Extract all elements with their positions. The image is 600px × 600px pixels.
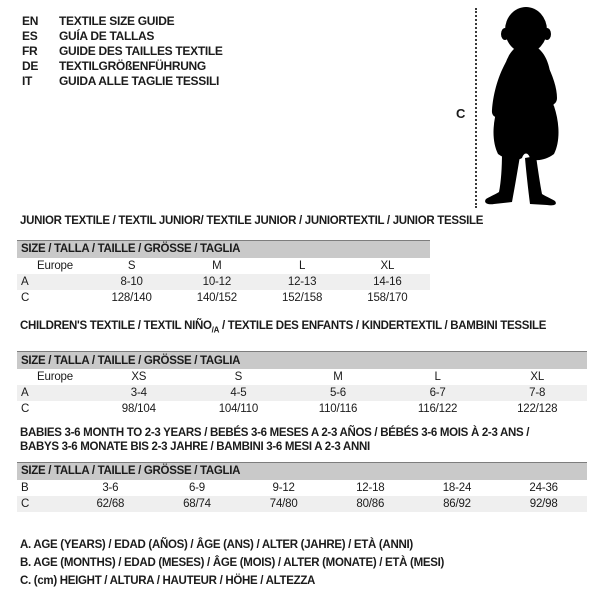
lang-title: TEXTILGRÖßENFÜHRUNG	[59, 58, 206, 73]
cell: 80/86	[356, 497, 385, 510]
table-row	[17, 274, 430, 290]
lang-row-es	[22, 28, 223, 43]
cell: 9-12	[272, 481, 295, 494]
table-row	[17, 401, 587, 417]
cell: 98/104	[121, 402, 156, 415]
lang-row-it	[22, 73, 223, 88]
lang-row-de	[22, 58, 223, 73]
col-header: S	[127, 259, 136, 272]
cell: 3-4	[130, 386, 147, 399]
cell: 92/98	[529, 497, 558, 510]
junior-table-title: JUNIOR TEXTILE / TEXTIL JUNIOR/ TEXTILE JUNIOR / JUNIORTEXTIL / JUNIOR TESSILE	[20, 215, 484, 227]
cell: 6-9	[188, 481, 205, 494]
col-header: M	[212, 259, 222, 272]
childrens-table-title	[20, 319, 587, 337]
size-header-row	[17, 241, 430, 258]
cell: 68/74	[183, 497, 211, 510]
row-label: B	[21, 481, 29, 494]
lang-code: FR	[22, 43, 38, 58]
junior-textile-section	[17, 214, 484, 306]
col-header: XS	[131, 370, 147, 383]
table-row	[17, 385, 587, 401]
size-header-label: SIZE / TALLA / TAILLE / GRÖSSE / TAGLIA	[17, 352, 587, 369]
cell: 8-10	[120, 275, 143, 288]
row-label: C	[21, 291, 30, 304]
lang-title: GUÍA DE TALLAS	[59, 28, 155, 43]
cell: 18-24	[442, 481, 472, 494]
cell: 5-6	[329, 386, 346, 399]
babies-textile-section	[17, 426, 587, 512]
size-header-label: SIZE / TALLA / TAILLE / GRÖSSE / TAGLIA	[17, 241, 430, 258]
col-header: L	[434, 370, 441, 383]
lang-row-en	[22, 13, 223, 28]
cell: 62/68	[96, 497, 125, 510]
col-header: XL	[380, 259, 395, 272]
column-header-row	[17, 369, 587, 385]
cell: 140/152	[196, 291, 237, 304]
table-row	[17, 290, 430, 306]
lang-code: ES	[22, 28, 38, 43]
babies-table-title-line2: BABYS 3-6 MONATE BIS 2-3 JAHRE / BAMBINI 3-6 MESI A 2-3 ANNI	[20, 441, 370, 453]
babies-table-title-line1: BABIES 3-6 MONTH TO 2-3 YEARS / BEBÉS 3-6 MESES A 2-3 AÑOS / BÉBÉS 3-6 MOIS À 2-3 ANS /	[20, 427, 530, 439]
childrens-size-table	[17, 351, 587, 417]
cell: 4-5	[230, 386, 247, 399]
lang-code: IT	[22, 73, 33, 88]
col-header: XL	[530, 370, 545, 383]
row-label: C	[21, 497, 30, 510]
row-label: A	[21, 386, 29, 399]
cell: 128/140	[111, 291, 152, 304]
lang-title: TEXTILE SIZE GUIDE	[59, 13, 175, 28]
footnote-c: C. (cm) HEIGHT / ALTURA / HAUTEUR / HÖHE / ALTEZZA	[20, 575, 316, 587]
title-subscript: /A	[211, 325, 220, 335]
col-header: S	[234, 370, 243, 383]
cell: 74/80	[269, 497, 298, 510]
height-measure-label: C	[456, 106, 466, 121]
childrens-textile-section	[17, 319, 587, 417]
language-title-block	[22, 13, 223, 88]
lang-row-fr	[22, 43, 223, 58]
cell: 7-8	[529, 386, 546, 399]
title-part: CHILDREN'S TEXTILE / TEXTIL NIÑO	[20, 320, 212, 332]
cell: 3-6	[102, 481, 119, 494]
cell: 158/170	[367, 291, 408, 304]
title-part: / TEXTILE DES ENFANTS / KINDERTEXTIL / BAMBINI TESSILE	[219, 320, 547, 332]
junior-size-table	[17, 240, 430, 306]
cell: 12-13	[287, 275, 317, 288]
cell: 122/128	[517, 402, 558, 415]
size-header-row	[17, 463, 587, 480]
col-header: M	[333, 370, 343, 383]
height-measure-line	[475, 8, 477, 208]
lang-code: DE	[22, 58, 39, 73]
table-row	[17, 480, 587, 496]
cell: 12-18	[356, 481, 385, 494]
cell: 24-36	[529, 481, 558, 494]
cell: 116/122	[417, 402, 458, 415]
footnote-b: B. AGE (MONTHS) / EDAD (MESES) / ÂGE (MOIS) / ALTER (MONATE) / ETÀ (MESI)	[20, 557, 445, 569]
cell: 86/92	[443, 497, 471, 510]
cell: 104/110	[218, 402, 259, 415]
cell: 14-16	[373, 275, 402, 288]
row-label: A	[21, 275, 29, 288]
lang-code: EN	[22, 13, 39, 28]
cell: 10-12	[202, 275, 232, 288]
baby-silhouette-icon	[482, 5, 574, 207]
babies-size-table	[17, 462, 587, 512]
row-label: C	[21, 402, 30, 415]
size-header-label: SIZE / TALLA / TAILLE / GRÖSSE / TAGLIA	[17, 463, 587, 480]
lang-title: GUIDE DES TAILLES TEXTILE	[59, 43, 223, 58]
cell: 110/116	[318, 402, 358, 415]
col-header: Europe	[37, 370, 73, 383]
footnotes-block	[20, 536, 444, 590]
table-row	[17, 496, 587, 512]
size-header-row	[17, 352, 587, 369]
cell: 6-7	[429, 386, 446, 399]
col-header: Europe	[37, 259, 73, 272]
footnote-a: A. AGE (YEARS) / EDAD (AÑOS) / ÂGE (ANS) / ALTER (JAHRE) / ETÀ (ANNI)	[20, 539, 413, 551]
cell: 152/158	[282, 291, 323, 304]
col-header: L	[299, 259, 306, 272]
lang-title: GUIDA ALLE TAGLIE TESSILI	[59, 73, 220, 88]
column-header-row	[17, 258, 430, 274]
